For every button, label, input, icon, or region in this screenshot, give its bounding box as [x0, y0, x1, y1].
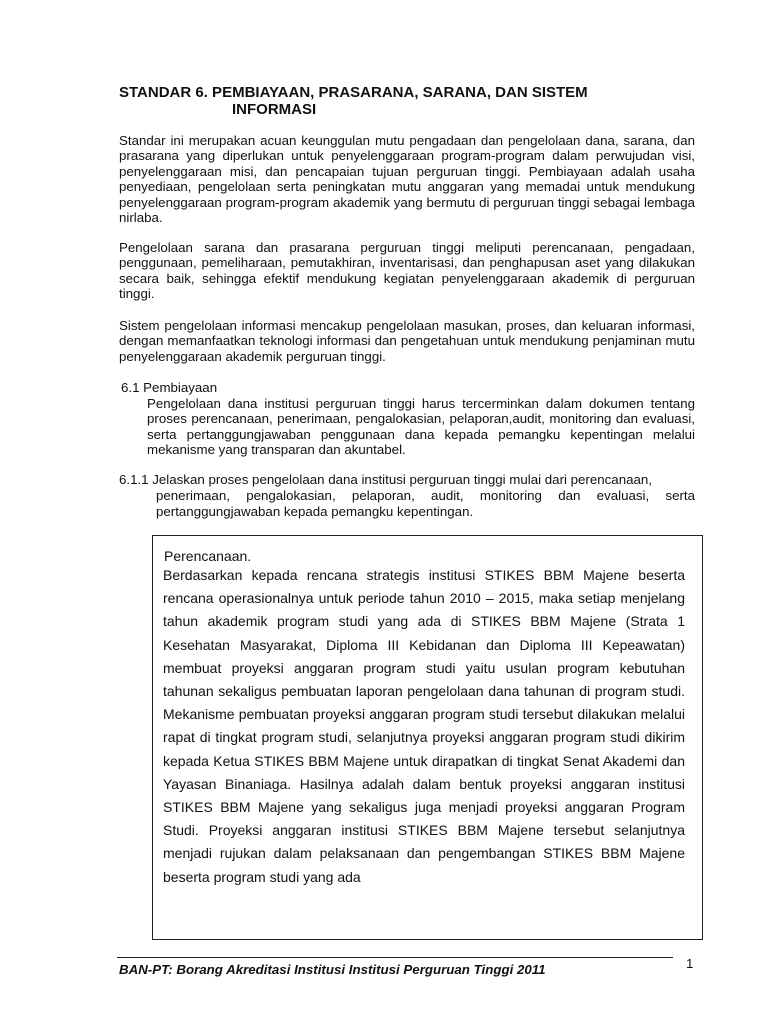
- paragraph-sistem-informasi: Sistem pengelolaan informasi mencakup pengelolaan masukan, proses, dan keluaran informasi, dengan memanfaatkan teknologi informasi dan pengetahuan untuk mendukung penjaminan mutu penyelenggaraan akademik perguruan tinggi.: [119, 318, 695, 364]
- section-6-1-body: Pengelolaan dana institusi perguruan tinggi harus tercerminkan dalam dokumen tentang proses perencanaan, penerimaan, pengalokasian, pelaporan,audit, monitoring dan evaluasi, serta pertanggungjawaban penggunaan dana kepada pemangku kepentingan melalui mekanisme yang transparan dan akuntabel.: [147, 396, 695, 458]
- title-line-2: INFORMASI: [232, 101, 317, 118]
- paragraph-standar: Standar ini merupakan acuan keunggulan mutu pengadaan dan pengelolaan dana, sarana, dan prasarana yang diperlukan untuk penyelenggaraan program-program dalam perwujudan visi, penyelenggaraan misi, dan pencapaian tujuan perguruan tinggi. Pembiayaan adalah usaha penyediaan, pengelolaan serta peningkatan mutu anggaran yang memadai untuk mendukung penyelenggaraan program-program akademik yang bermutu di perguruan tinggi sebagai lembaga nirlaba.: [119, 133, 695, 226]
- footer-text: BAN-PT: Borang Akreditasi Institusi Institusi Perguruan Tinggi 2011: [119, 962, 546, 977]
- answer-box: [152, 535, 703, 940]
- page-title: [119, 84, 679, 118]
- answer-box-body: Berdasarkan kepada rencana strategis institusi STIKES BBM Majene beserta rencana operasionalnya untuk periode tahun 2010 – 2015, maka setiap menjelang tahun akademik program studi yang ada di STIKES BBM Majene (Strata 1 Kesehatan Masyarakat, Diploma III Kebidanan dan Diploma III Kepeawatan) membuat proyeksi anggaran program studi yaitu usulan program kebutuhan tahunan sekaligus pembuatan laporan pengelolaan dana tahunan di program studi. Mekanisme pembuatan proyeksi anggaran program studi tersebut dilakukan melalui rapat di tingkat program studi, selanjutnya proyeksi anggaran program studi dikirim kepada Ketua STIKES BBM Majene untuk dirapatkan di tingkat Senat Akademi dan Yayasan Binaniaga. Hasilnya adalah dalam bentuk proyeksi anggaran institusi STIKES BBM Majene yang sekaligus juga menjadi proyeksi anggaran Program Studi. Proyeksi anggaran institusi STIKES BBM Majene tersebut selanjutnya menjadi rujukan dalam pelaksanaan dan pengembangan STIKES BBM Majene beserta program studi yang ada: [163, 567, 685, 885]
- title-line-1: STANDAR 6. PEMBIAYAAN, PRASARANA, SARANA, DAN SISTEM: [119, 84, 588, 101]
- section-6-1-heading: 6.1 Pembiayaan: [121, 380, 218, 395]
- section-6-1-1-first-line: 6.1.1 Jelaskan proses pengelolaan dana institusi perguruan tinggi mulai dari perencanaan,: [119, 472, 652, 487]
- section-6-1-1-rest: penerimaan, pengalokasian, pelaporan, audit, monitoring dan evaluasi, serta pertanggungjawaban kepada pemangku kepentingan.: [156, 488, 695, 519]
- answer-box-heading: Perencanaan.: [164, 548, 252, 564]
- page-number: 1: [686, 956, 694, 971]
- footer-divider: [117, 957, 673, 958]
- paragraph-sarana-prasarana: Pengelolaan sarana dan prasarana perguruan tinggi meliputi perencanaan, pengadaan, penggunaan, pemeliharaan, pemutakhiran, inventarisasi, dan penghapusan aset yang dilakukan secara baik, sehingga efektif mendukung kegiatan penyelenggaraan akademik di perguruan tinggi.: [119, 240, 695, 302]
